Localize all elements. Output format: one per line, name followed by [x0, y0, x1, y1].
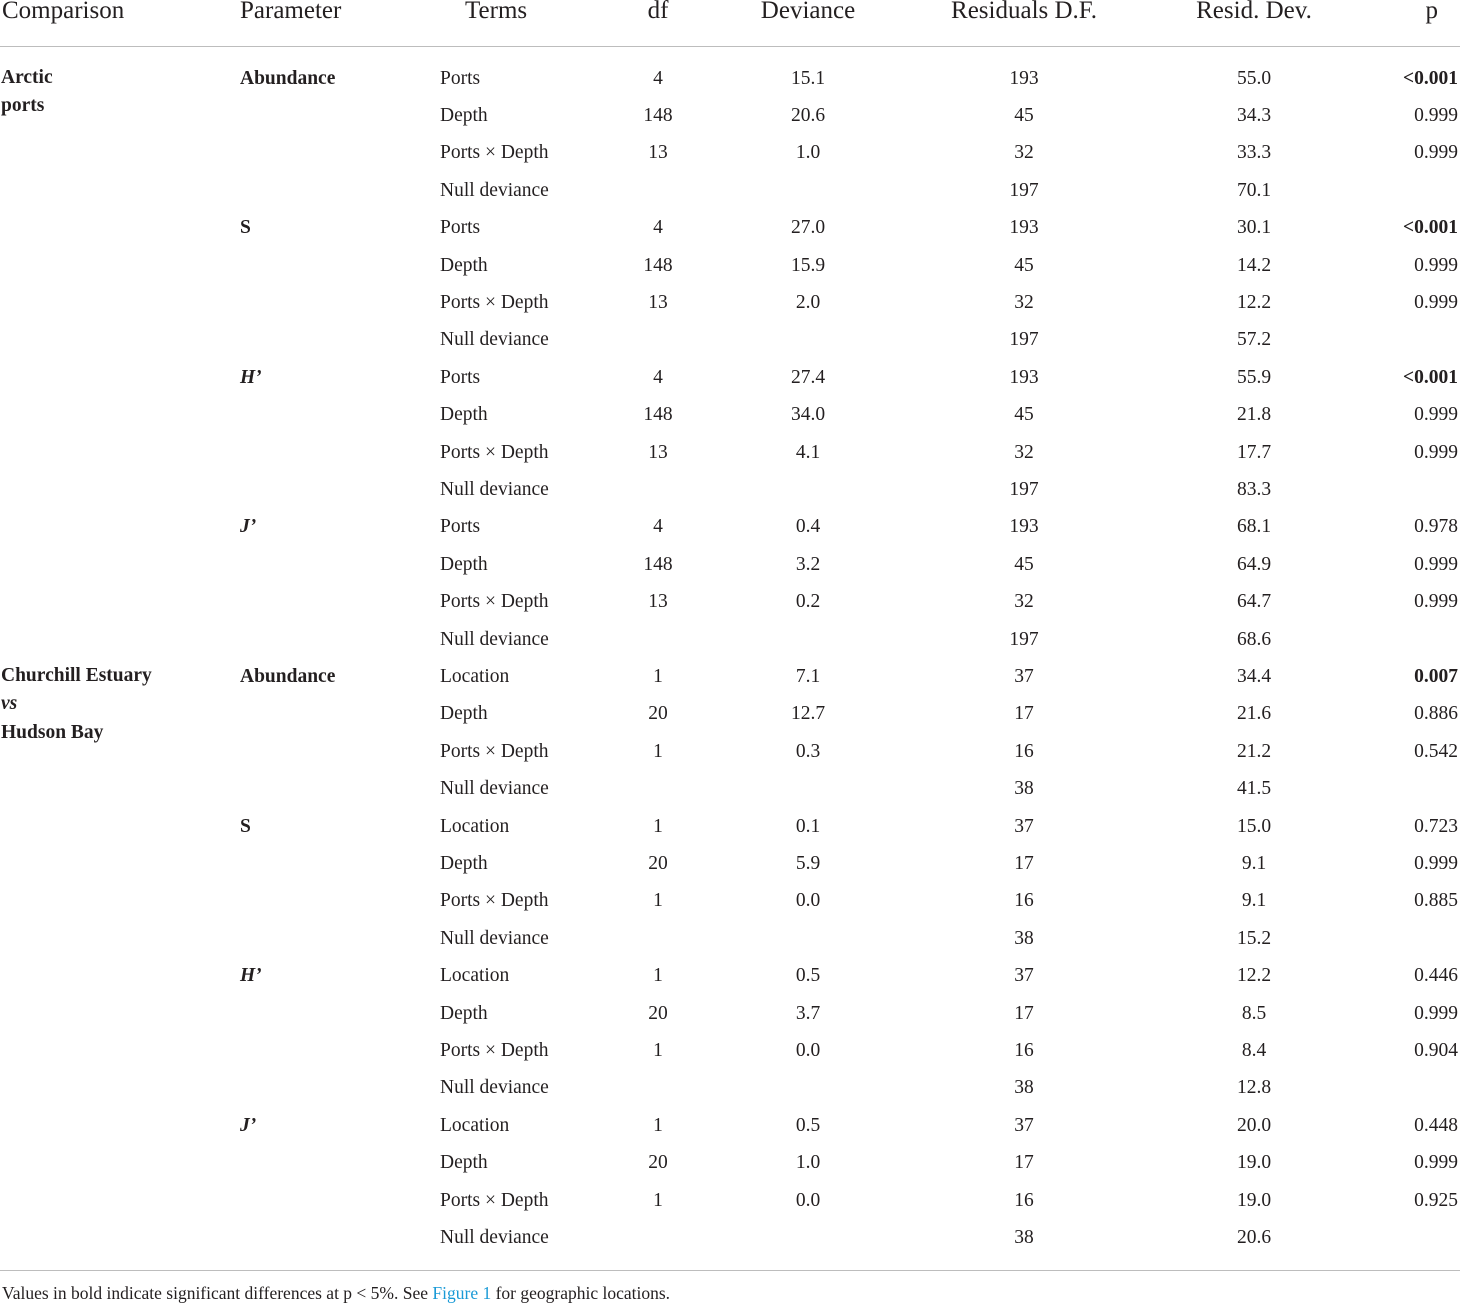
deviance-cell: 0.3 — [795, 740, 821, 762]
residuals-df-cell: 37 — [1014, 665, 1034, 687]
df-cell: 148 — [643, 254, 673, 276]
df-cell: 148 — [643, 104, 673, 126]
deviance-cell: 7.1 — [795, 665, 821, 687]
deviance-cell: 0.5 — [795, 1114, 821, 1136]
header-deviance: Deviance — [760, 0, 856, 24]
table-row — [0, 247, 1460, 284]
table-row — [0, 434, 1460, 471]
term-cell: Null deviance — [440, 1226, 549, 1248]
term-cell: Depth — [440, 1002, 488, 1024]
table-footnote — [2, 1281, 670, 1305]
figure-link[interactable]: Figure 1 — [432, 1283, 492, 1303]
p-value-cell: 0.007 — [1414, 665, 1458, 687]
p-value-cell: 0.925 — [1414, 1189, 1458, 1211]
deviance-cell: 20.6 — [790, 104, 826, 126]
resid-dev-cell: 34.4 — [1236, 665, 1272, 687]
table-row — [0, 845, 1460, 882]
table-row — [0, 321, 1460, 358]
deviance-cell: 1.0 — [795, 142, 821, 164]
term-cell: Ports × Depth — [440, 441, 549, 463]
residuals-df-cell: 45 — [1014, 553, 1034, 575]
df-cell: 1 — [653, 1039, 663, 1061]
p-value-cell: 0.999 — [1414, 591, 1458, 613]
resid-dev-cell: 68.1 — [1236, 516, 1272, 538]
deviance-cell: 0.0 — [795, 1189, 821, 1211]
term-cell: Null deviance — [440, 329, 549, 351]
df-cell: 1 — [653, 740, 663, 762]
header-residuals-df: Residuals D.F. — [951, 0, 1097, 24]
p-value-cell: 0.886 — [1414, 703, 1458, 725]
resid-dev-cell: 14.2 — [1236, 254, 1272, 276]
residuals-df-cell: 38 — [1014, 778, 1034, 800]
table-row — [0, 583, 1460, 620]
residuals-df-cell: 32 — [1014, 291, 1034, 313]
term-cell: Ports × Depth — [440, 740, 549, 762]
deviance-cell: 0.1 — [795, 815, 821, 837]
df-cell: 20 — [648, 852, 668, 874]
footnote-text-end: for geographic locations. — [491, 1283, 671, 1303]
table-row — [0, 546, 1460, 583]
term-cell: Depth — [440, 703, 488, 725]
resid-dev-cell: 9.1 — [1241, 890, 1267, 912]
header-comparison: Comparison — [2, 0, 125, 24]
df-cell: 1 — [653, 815, 663, 837]
table-row — [0, 284, 1460, 321]
term-cell: Ports × Depth — [440, 1189, 549, 1211]
residuals-df-cell: 37 — [1014, 815, 1034, 837]
parameter-label: Abundance — [240, 665, 336, 687]
table-row — [0, 1219, 1460, 1256]
resid-dev-cell: 21.6 — [1236, 703, 1272, 725]
resid-dev-cell: 55.0 — [1236, 67, 1272, 89]
deviance-cell: 3.7 — [795, 1002, 821, 1024]
residuals-df-cell: 16 — [1014, 1039, 1034, 1061]
deviance-cell: 12.7 — [790, 703, 826, 725]
residuals-df-cell: 17 — [1014, 1002, 1034, 1024]
comparison-label-line: Arctic — [1, 66, 53, 88]
p-value-cell: 0.446 — [1414, 965, 1458, 987]
resid-dev-cell: 12.2 — [1236, 291, 1272, 313]
df-cell: 13 — [648, 291, 668, 313]
residuals-df-cell: 197 — [1009, 179, 1039, 201]
term-cell: Ports — [440, 366, 481, 388]
term-cell: Ports — [440, 516, 481, 538]
resid-dev-cell: 15.2 — [1236, 927, 1272, 949]
residuals-df-cell: 193 — [1009, 217, 1039, 239]
term-cell: Depth — [440, 1152, 488, 1174]
residuals-df-cell: 16 — [1014, 740, 1034, 762]
table-row — [0, 995, 1460, 1032]
p-value-cell: <0.001 — [1403, 217, 1458, 239]
resid-dev-cell: 20.6 — [1236, 1226, 1272, 1248]
table-row — [0, 134, 1460, 171]
resid-dev-cell: 17.7 — [1236, 441, 1272, 463]
deviance-cell: 15.9 — [790, 254, 826, 276]
residuals-df-cell: 17 — [1014, 1152, 1034, 1174]
parameter-label: J’ — [240, 516, 257, 538]
residuals-df-cell: 45 — [1014, 404, 1034, 426]
resid-dev-cell: 68.6 — [1236, 628, 1272, 650]
deviance-cell: 2.0 — [795, 291, 821, 313]
term-cell: Ports × Depth — [440, 291, 549, 313]
header-parameter: Parameter — [240, 0, 342, 24]
residuals-df-cell: 193 — [1009, 366, 1039, 388]
table-row — [0, 957, 1460, 994]
df-cell: 20 — [648, 703, 668, 725]
parameter-label: H’ — [240, 965, 262, 987]
term-cell: Null deviance — [440, 478, 549, 500]
term-cell: Ports × Depth — [440, 1039, 549, 1061]
comparison-label-line: Churchill Estuary — [1, 664, 152, 686]
resid-dev-cell: 19.0 — [1236, 1152, 1272, 1174]
resid-dev-cell: 55.9 — [1236, 366, 1272, 388]
residuals-df-cell: 32 — [1014, 441, 1034, 463]
term-cell: Null deviance — [440, 179, 549, 201]
table-row — [0, 97, 1460, 134]
term-cell: Ports × Depth — [440, 142, 549, 164]
footnote-text: Values in bold indicate significant differences at p < 5%. See — [2, 1283, 433, 1303]
header-p: p — [1425, 0, 1438, 24]
table-row — [0, 658, 1460, 695]
df-cell: 4 — [653, 67, 663, 89]
p-value-cell: 0.999 — [1414, 1152, 1458, 1174]
residuals-df-cell: 32 — [1014, 591, 1034, 613]
df-cell: 4 — [653, 217, 663, 239]
residuals-df-cell: 37 — [1014, 965, 1034, 987]
table-row — [0, 920, 1460, 957]
residuals-df-cell: 197 — [1009, 478, 1039, 500]
resid-dev-cell: 8.5 — [1241, 1002, 1267, 1024]
table-row — [0, 733, 1460, 770]
residuals-df-cell: 45 — [1014, 254, 1034, 276]
header-resid-dev: Resid. Dev. — [1196, 0, 1312, 24]
residuals-df-cell: 197 — [1009, 329, 1039, 351]
p-value-cell: 0.999 — [1414, 142, 1458, 164]
df-cell: 1 — [653, 1114, 663, 1136]
p-value-cell: 0.999 — [1414, 1002, 1458, 1024]
df-cell: 20 — [648, 1002, 668, 1024]
table-row — [0, 1069, 1460, 1106]
parameter-label: Abundance — [240, 67, 336, 89]
resid-dev-cell: 9.1 — [1241, 852, 1267, 874]
resid-dev-cell: 64.7 — [1236, 591, 1272, 613]
df-cell: 13 — [648, 441, 668, 463]
table-row — [0, 1144, 1460, 1181]
deviance-cell: 34.0 — [790, 404, 826, 426]
term-cell: Ports — [440, 67, 481, 89]
df-cell: 13 — [648, 142, 668, 164]
comparison-label-line: ports — [1, 95, 45, 116]
resid-dev-cell: 57.2 — [1236, 329, 1272, 351]
table-row — [0, 621, 1460, 658]
term-cell: Null deviance — [440, 778, 549, 800]
p-value-cell: 0.978 — [1414, 516, 1458, 538]
deviance-cell: 0.0 — [795, 890, 821, 912]
resid-dev-cell: 8.4 — [1241, 1039, 1267, 1061]
resid-dev-cell: 20.0 — [1236, 1114, 1272, 1136]
table-row — [0, 1182, 1460, 1219]
resid-dev-cell: 33.3 — [1236, 142, 1272, 164]
resid-dev-cell: 19.0 — [1236, 1189, 1272, 1211]
resid-dev-cell: 34.3 — [1236, 104, 1272, 126]
p-value-cell: 0.999 — [1414, 852, 1458, 874]
df-cell: 1 — [653, 665, 663, 687]
resid-dev-cell: 30.1 — [1236, 217, 1272, 239]
p-value-cell: 0.904 — [1414, 1039, 1458, 1061]
residuals-df-cell: 37 — [1014, 1114, 1034, 1136]
table-row — [0, 695, 1460, 732]
term-cell: Depth — [440, 104, 488, 126]
table-row — [0, 359, 1460, 396]
table-row — [0, 1107, 1460, 1144]
table-row — [0, 471, 1460, 508]
term-cell: Location — [440, 1114, 510, 1136]
resid-dev-cell: 83.3 — [1236, 478, 1272, 500]
table-row — [0, 172, 1460, 209]
deviance-cell: 0.2 — [795, 591, 821, 613]
deviance-cell: 4.1 — [795, 441, 821, 463]
p-value-cell: 0.999 — [1414, 291, 1458, 313]
term-cell: Depth — [440, 404, 488, 426]
table-row — [0, 209, 1460, 246]
df-cell: 20 — [648, 1152, 668, 1174]
term-cell: Null deviance — [440, 628, 549, 650]
df-cell: 4 — [653, 366, 663, 388]
term-cell: Ports × Depth — [440, 890, 549, 912]
residuals-df-cell: 17 — [1014, 703, 1034, 725]
resid-dev-cell: 15.0 — [1236, 815, 1272, 837]
df-cell: 1 — [653, 890, 663, 912]
resid-dev-cell: 70.1 — [1236, 179, 1272, 201]
residuals-df-cell: 193 — [1009, 516, 1039, 538]
deviance-cell: 0.4 — [795, 516, 821, 538]
table-row — [0, 770, 1460, 807]
parameter-label: J’ — [240, 1114, 257, 1136]
term-cell: Ports × Depth — [440, 591, 549, 613]
term-cell: Depth — [440, 852, 488, 874]
p-value-cell: 0.999 — [1414, 404, 1458, 426]
term-cell: Location — [440, 965, 510, 987]
deviance-cell: 1.0 — [795, 1152, 821, 1174]
df-cell: 4 — [653, 516, 663, 538]
comparison-label-line: vs — [1, 693, 18, 715]
parameter-label: S — [240, 217, 251, 239]
df-cell: 148 — [643, 404, 673, 426]
resid-dev-cell: 21.8 — [1236, 404, 1272, 426]
deviance-cell: 15.1 — [790, 67, 826, 89]
deviance-cell: 0.5 — [795, 965, 821, 987]
residuals-df-cell: 45 — [1014, 104, 1034, 126]
table-row — [0, 60, 1460, 97]
residuals-df-cell: 38 — [1014, 1226, 1034, 1248]
deviance-cell: 3.2 — [795, 553, 821, 575]
table-row — [0, 508, 1460, 545]
df-cell: 148 — [643, 553, 673, 575]
term-cell: Depth — [440, 553, 488, 575]
resid-dev-cell: 41.5 — [1236, 778, 1272, 800]
deviance-cell: 27.0 — [790, 217, 826, 239]
parameter-label: H’ — [240, 366, 262, 388]
p-value-cell: 0.999 — [1414, 441, 1458, 463]
table-row — [0, 882, 1460, 919]
resid-dev-cell: 64.9 — [1236, 553, 1272, 575]
resid-dev-cell: 12.8 — [1236, 1077, 1272, 1099]
table-bottom-rule — [0, 1270, 1460, 1271]
df-cell: 1 — [653, 1189, 663, 1211]
parameter-label: S — [240, 815, 251, 837]
resid-dev-cell: 21.2 — [1236, 740, 1272, 762]
header-df: df — [647, 0, 669, 24]
p-value-cell: 0.885 — [1414, 890, 1458, 912]
residuals-df-cell: 38 — [1014, 927, 1034, 949]
term-cell: Location — [440, 815, 510, 837]
p-value-cell: 0.999 — [1414, 104, 1458, 126]
p-value-cell: 0.723 — [1414, 815, 1458, 837]
term-cell: Depth — [440, 254, 488, 276]
resid-dev-cell: 12.2 — [1236, 965, 1272, 987]
term-cell: Null deviance — [440, 927, 549, 949]
p-value-cell: <0.001 — [1403, 67, 1458, 89]
table-row — [0, 808, 1460, 845]
table-row — [0, 396, 1460, 433]
term-cell: Ports — [440, 217, 481, 239]
table-row — [0, 1032, 1460, 1069]
residuals-df-cell: 197 — [1009, 628, 1039, 650]
table-header — [0, 0, 1460, 47]
term-cell: Location — [440, 665, 510, 687]
comparison-label-line: Hudson Bay — [1, 721, 104, 743]
p-value-cell: 0.999 — [1414, 553, 1458, 575]
residuals-df-cell: 38 — [1014, 1077, 1034, 1099]
deviance-cell: 0.0 — [795, 1039, 821, 1061]
df-cell: 13 — [648, 591, 668, 613]
term-cell: Null deviance — [440, 1077, 549, 1099]
residuals-df-cell: 32 — [1014, 142, 1034, 164]
residuals-df-cell: 17 — [1014, 852, 1034, 874]
p-value-cell: <0.001 — [1403, 366, 1458, 388]
residuals-df-cell: 16 — [1014, 890, 1034, 912]
header-terms: Terms — [465, 0, 528, 24]
deviance-cell: 5.9 — [795, 852, 821, 874]
deviance-cell: 27.4 — [790, 366, 826, 388]
p-value-cell: 0.999 — [1414, 254, 1458, 276]
p-value-cell: 0.542 — [1414, 740, 1458, 762]
p-value-cell: 0.448 — [1414, 1114, 1458, 1136]
df-cell: 1 — [653, 965, 663, 987]
residuals-df-cell: 193 — [1009, 67, 1039, 89]
residuals-df-cell: 16 — [1014, 1189, 1034, 1211]
